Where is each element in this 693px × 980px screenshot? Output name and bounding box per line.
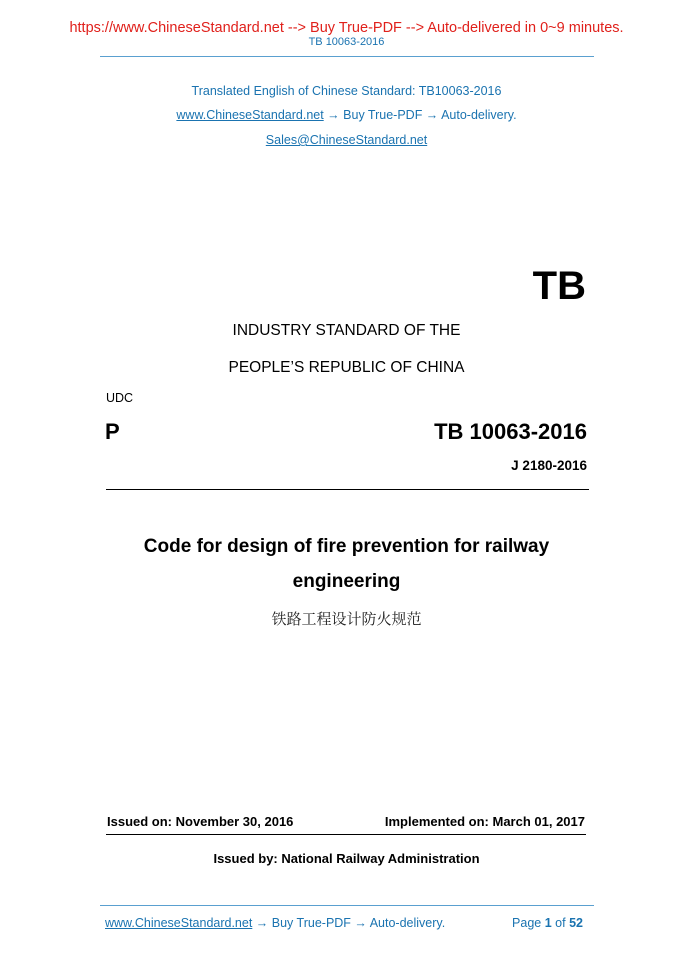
page-total: 52 xyxy=(569,916,583,930)
org-line-2: PEOPLE’S REPUBLIC OF CHINA xyxy=(228,359,465,376)
header-divider xyxy=(100,56,594,57)
udc-label: UDC xyxy=(106,391,134,405)
title-chinese: 铁路工程设计防火规范 xyxy=(271,610,422,628)
class-letter: P xyxy=(105,419,120,444)
standard-code: TB 10063-2016 xyxy=(434,419,587,444)
page-label: Page xyxy=(512,916,542,930)
footer-buy-line xyxy=(105,916,445,930)
title-line-1: Code for design of fire prevention for railway xyxy=(143,536,550,557)
footer-site-link[interactable]: www.ChineseStandard.net xyxy=(105,916,253,930)
implemented-date: Implemented on: March 01, 2017 xyxy=(384,814,585,829)
translation-note: Translated English of Chinese Standard: TB10063-2016 xyxy=(191,84,502,98)
record-code: J 2180-2016 xyxy=(511,458,587,473)
title-line-2: engineering xyxy=(292,571,401,592)
promo-banner[interactable]: https://www.ChineseStandard.net --> Buy True-PDF --> Auto-delivered in 0~9 minutes. xyxy=(69,20,624,36)
footer-divider xyxy=(100,905,594,906)
top-divider xyxy=(106,489,589,490)
page-current: 1 xyxy=(544,916,552,930)
buy-line-text: → Buy True-PDF → Auto-delivery. xyxy=(323,108,517,122)
of-label: of xyxy=(555,916,566,930)
org-line-1: INDUSTRY STANDARD OF THE xyxy=(232,322,461,339)
header-doc-code: TB 10063-2016 xyxy=(308,36,385,48)
buy-line xyxy=(0,108,693,122)
sales-email-link[interactable]: Sales@ChineseStandard.net xyxy=(265,133,428,147)
footer-buy-text: → Buy True-PDF → Auto-delivery. xyxy=(252,916,446,930)
page-indicator xyxy=(512,916,583,930)
standard-mark: TB xyxy=(532,264,586,308)
bottom-divider xyxy=(106,834,586,835)
issuer: Issued by: National Railway Administration xyxy=(213,851,480,866)
sales-email-line xyxy=(0,133,693,147)
issued-date: Issued on: November 30, 2016 xyxy=(107,814,294,829)
site-link[interactable]: www.ChineseStandard.net xyxy=(176,108,324,122)
